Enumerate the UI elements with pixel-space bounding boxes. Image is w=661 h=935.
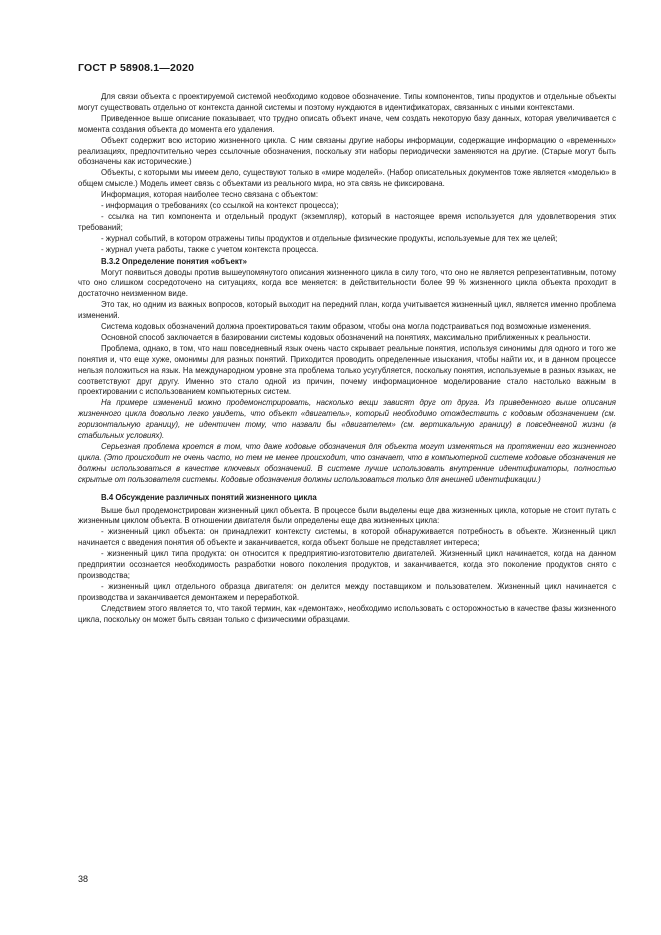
list-item: - информация о требованиях (со ссылкой на контекст процесса); bbox=[101, 201, 339, 211]
section-heading-b4: B.4 Обсуждение различных понятий жизненного цикла bbox=[101, 492, 317, 502]
list-item: - жизненный цикл отдельного образца двигателя: он делится между поставщиком и пользователем. Жизненный цикл начинается с производства и заканчивается демонтажем и переработкой. bbox=[78, 581, 616, 602]
list-item: - журнал событий, в котором отражены типы продуктов и отдельные физические продукты, используемые для тех же целей; bbox=[101, 233, 558, 243]
paragraph: Проблема, однако, в том, что наш повседневный язык очень часто скрывает реальные понятия, используя синонимы для одного и того же понятия и, что еще хуже, омонимы для разных понятий. Приходится проводить определенные изыскания, чтобы найти их, и в данном процессе нельзя положиться на язык. На международном уровне эта проблема только усугубляется, поскольку понятия, используемые в разных языках, не соответствуют друг другу. Именно это стало одной из причин, почему информационное моделирование стало настолько важным в проектировании с использованием компьютерных систем. bbox=[78, 343, 616, 397]
paragraph: Информация, которая наиболее тесно связана с объектом: bbox=[101, 190, 319, 200]
paragraph: Могут появиться доводы против вышеупомянутого описания жизненного цикла в силу того, что оно не является репрезентативным, потому что оно слишком сосредоточено на ситуациях, когда все меняется: в действительности более 99 % жизненного цикла объекта проходит в достаточно неизменном виде. bbox=[78, 267, 616, 299]
document-header: ГОСТ Р 58908.1—2020 bbox=[78, 62, 195, 74]
list-item: - журнал учета работы, также с учетом контекста процесса. bbox=[101, 244, 319, 254]
paragraph: Система кодовых обозначений должна проектироваться таким образом, чтобы она могла подстраиваться под возможные изменения. bbox=[101, 322, 592, 332]
page-number: 38 bbox=[78, 874, 89, 884]
paragraph: Приведенное выше описание показывает, что трудно описать объект иначе, чем создать некоторую базу данных, которая увеличивается с момента создания объекта до момента его удаления. bbox=[78, 113, 616, 134]
italic-paragraph: Серьезная проблема кроется в том, что даже кодовые обозначения для объекта могут изменяться на протяжении его жизненного цикла. (Это происходит не очень часто, но тем не менее происходит, что означает, что в компьютерной системе кодовые обозначения не должны использоваться в качестве ключевых обозначений. В системе лучше использовать внутренние идентификаторы, полностью скрытые от пользователя системы. Кодовые обозначения должны использоваться только для внешней идентификации.) bbox=[78, 442, 616, 484]
paragraph: Объект содержит всю историю жизненного цикла. С ним связаны другие наборы информации, содержащие информацию о «временных» реализациях, предпочтительно через ссылочные обозначения, поскольку эти наборы периодически заменяются на другие. (Старые могут быть обозначены как исторические.) bbox=[78, 135, 616, 167]
paragraph: Основной способ заключается в базировании системы кодовых обозначений на понятиях, максимально приближенных к реальности. bbox=[101, 332, 591, 342]
italic-paragraph: На примере изменений можно продемонстрировать, насколько вещи зависят друг от друга. Из приведенного выше описания жизненного цикла довольно легко увидеть, что объект «двигатель», который необходимо отождествить с кодовым обозначением (см. горизонтальную границу), не идентичен тому, что назвали бы «двигателем» (см. вертикальную границу) в повседневной жизни (в стабильных условиях). bbox=[78, 398, 616, 441]
list-item: - жизненный цикл типа продукта: он относится к предприятию-изготовителю двигателей. Жизненный цикл начинается, когда на данном предприятии осознается необходимость разработки нового поколения продуктов, и заканчивается, когда это поколение продуктов снято с производства; bbox=[78, 549, 616, 580]
paragraph: Следствием этого является то, что такой термин, как «демонтаж», необходимо использовать с осторожностью в качестве фазы жизненного цикла, поскольку он может быть связан только с физическими образцами. bbox=[78, 603, 616, 624]
paragraph: Для связи объекта с проектируемой системой необходимо кодовое обозначение. Типы компонентов, типы продуктов и отдельные объекты могут существовать отдельно от контекста данной системы и поэтому нуждаются в идентификаторах, связанных с иными контекстами. bbox=[78, 92, 616, 112]
page-body bbox=[78, 92, 616, 626]
paragraph: Объекты, с которыми мы имеем дело, существуют только в «мире моделей». (Набор описательных документов тоже является «моделью» в общем смысле.) Модель имеет связь с объектами из реального мира, но эта связь не фиксирована. bbox=[78, 168, 616, 189]
list-item: - жизненный цикл объекта: он принадлежит контексту системы, в которой обнаруживается потребность в объекте. Жизненный цикл начинается с введения понятия об объекте и заканчивается, когда объект больше не представляет интереса; bbox=[78, 527, 616, 548]
paragraph: Выше был продемонстрирован жизненный цикл объекта. В процессе были выделены еще два жизненных цикла, которые не стоит путать с жизненным циклом объекта. В отношении двигателя были определены еще два жизненных цикла: bbox=[78, 505, 616, 526]
section-heading-b32: B.3.2 Определение понятия «объект» bbox=[101, 256, 247, 266]
paragraph: Это так, но одним из важных вопросов, который выходит на передний план, когда учитывается жизненный цикл, является именно проблема изменений. bbox=[78, 300, 616, 321]
list-item: - ссылка на тип компонента и отдельный продукт (экземпляр), который в настоящее время используется для удовлетворения этих требований; bbox=[78, 211, 616, 232]
